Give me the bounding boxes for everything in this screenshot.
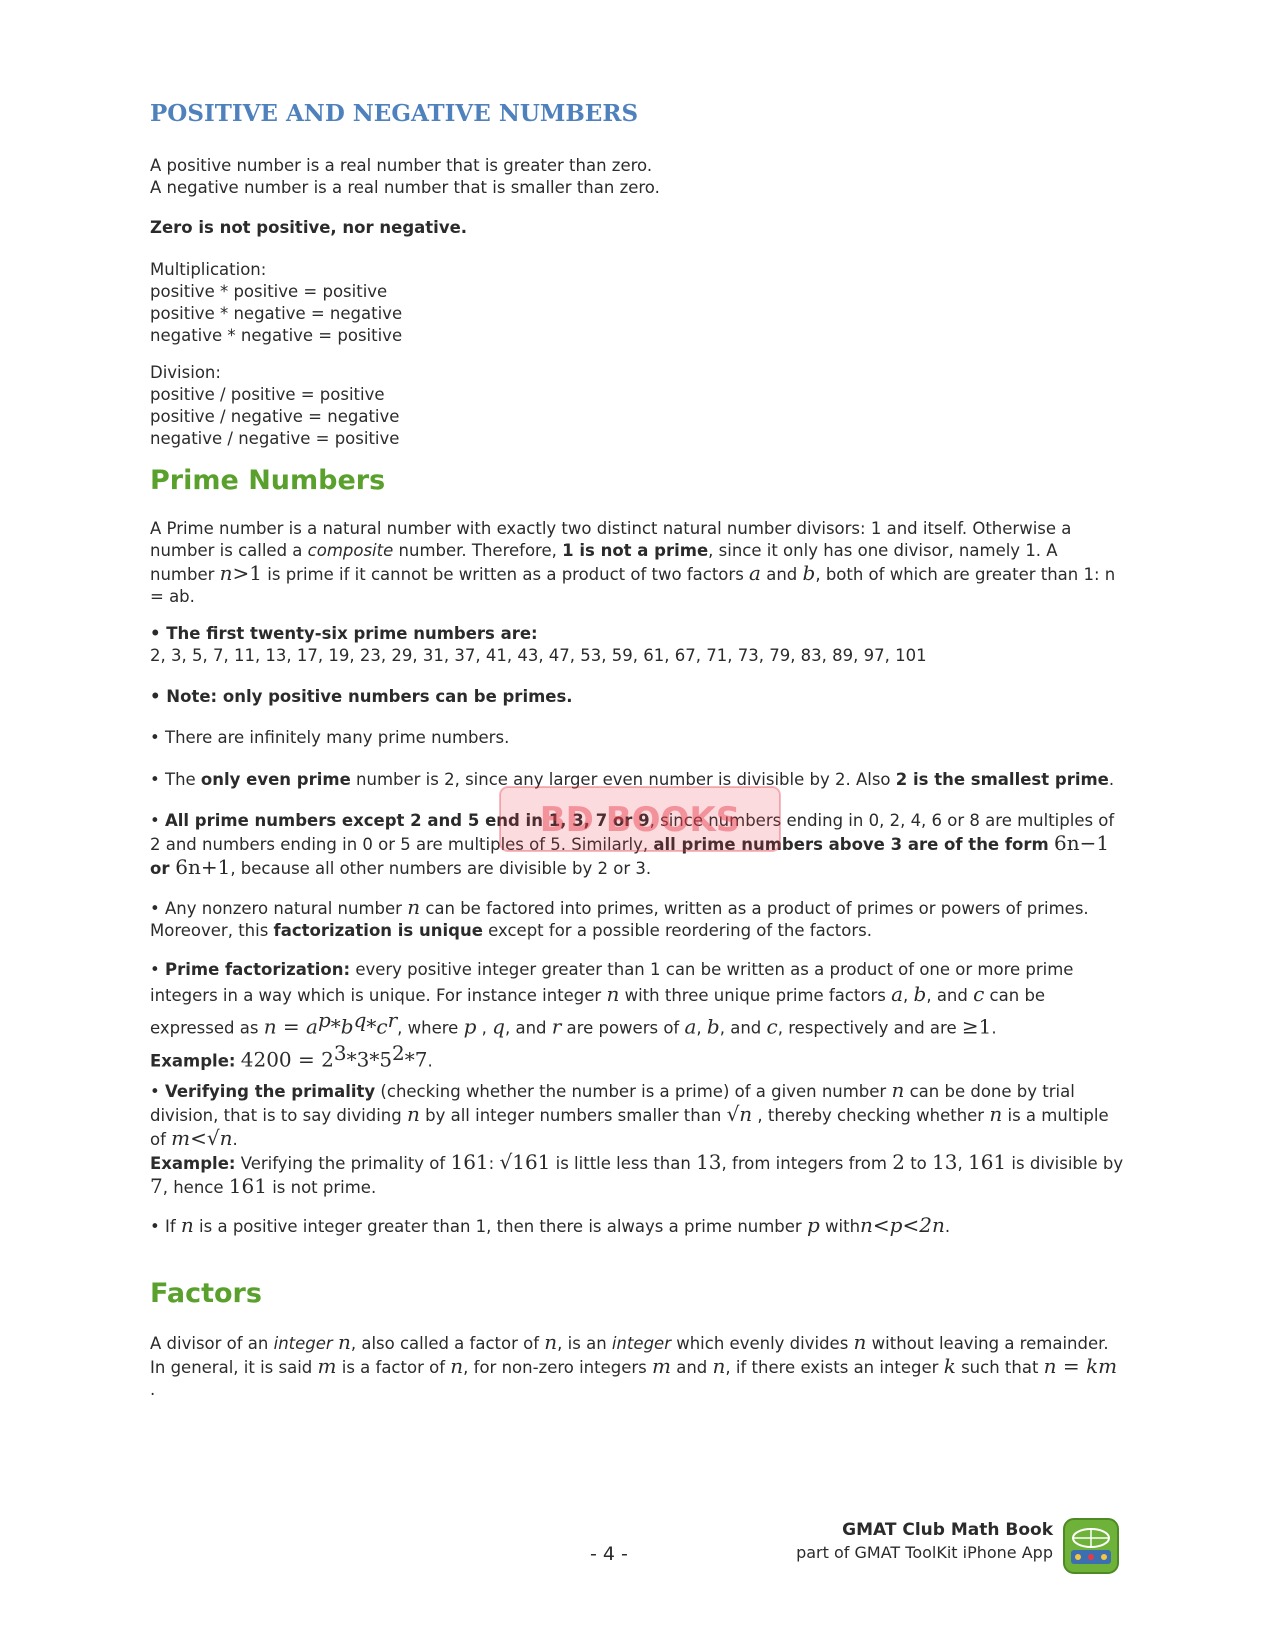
- math-var: a: [749, 561, 761, 585]
- text: .: [1108, 770, 1115, 789]
- text: and: [760, 565, 803, 584]
- rule-line: negative * negative = positive: [150, 326, 403, 345]
- math-var: p: [806, 1213, 820, 1237]
- primality-verification: [150, 1079, 1125, 1199]
- text: is a multiple of: [150, 1106, 1109, 1149]
- math-expr: >1: [232, 561, 263, 585]
- text: number. Therefore,: [393, 541, 563, 560]
- watermark-text: BD BOOKS: [539, 800, 741, 840]
- text: is a factor of: [336, 1358, 451, 1377]
- gmat-toolkit-app-icon: [1063, 1518, 1119, 1574]
- math-exponent: q: [353, 1008, 367, 1032]
- math-var: n: [406, 1102, 420, 1126]
- text: , respectively and are: [777, 1018, 962, 1038]
- math-var: n: [450, 1354, 464, 1378]
- factors-definition: [150, 1331, 1125, 1401]
- text: without leaving a remainder. In general, it is said: [150, 1334, 1109, 1377]
- text: is prime if it cannot be written as a product of two factors: [262, 565, 750, 584]
- text: is not prime.: [266, 1178, 377, 1197]
- text: can be expressed as: [150, 986, 1046, 1038]
- text: such that: [955, 1358, 1044, 1377]
- pos-neg-definitions: [150, 155, 1125, 199]
- text: .: [991, 1018, 997, 1038]
- text: which evenly divides: [670, 1334, 854, 1353]
- text: with three unique prime factors: [619, 986, 892, 1005]
- math-expr: n = a: [263, 1014, 318, 1039]
- text: , for non-zero integers: [463, 1358, 653, 1377]
- math-expr: 6n−1: [1053, 831, 1110, 855]
- division-heading: Division:: [150, 363, 221, 382]
- bertrand-postulate: [150, 1214, 1125, 1238]
- text: can be done by trial division, that is to say dividing: [150, 1082, 1075, 1125]
- negative-definition: A negative number is a real number that is smaller than zero.: [150, 178, 660, 197]
- first-26-list: 2, 3, 5, 7, 11, 13, 17, 19, 23, 29, 31, 37, 41, 43, 47, 53, 59, 61, 67, 71, 73, 79, 83, 89, 97, 101: [150, 646, 927, 665]
- text: , since it only has one divisor, namely 1. A number: [150, 541, 1058, 584]
- text-bold: 1 is not a prime: [562, 541, 709, 560]
- text-bold: 2 is the smallest prime: [895, 770, 1109, 789]
- math-number: 7: [150, 1174, 163, 1198]
- rule-line: positive * positive = positive: [150, 282, 388, 301]
- math-number: 2: [892, 1150, 905, 1174]
- text-bold: all prime numbers above 3 are of the form: [653, 835, 1049, 854]
- first-26-primes: [150, 623, 1125, 667]
- math-number: 161: [450, 1150, 489, 1174]
- math-expr: *3*5: [346, 1047, 393, 1071]
- math-expr: n = km: [1043, 1354, 1118, 1378]
- math-var: m: [652, 1354, 671, 1378]
- text-italic: integer: [273, 1334, 333, 1353]
- math-expr: *7: [404, 1047, 428, 1071]
- math-exponent: 3: [333, 1040, 347, 1065]
- note-positive-primes: • Note: only positive numbers can be primes.: [150, 686, 1125, 708]
- text: ,: [957, 1154, 968, 1173]
- prime-definition-paragraph: [150, 518, 1125, 608]
- math-var: n: [989, 1102, 1003, 1126]
- prime-factorization: [150, 958, 1125, 1073]
- text: , from integers from: [721, 1154, 893, 1173]
- rule-line: positive * negative = negative: [150, 304, 403, 323]
- math-var: n: [891, 1078, 905, 1102]
- text: by all integer numbers smaller than: [419, 1106, 727, 1125]
- text: ,: [903, 986, 914, 1005]
- math-expr: ≥1: [961, 1014, 992, 1039]
- text-italic: integer: [611, 1334, 671, 1353]
- math-var: n: [853, 1330, 867, 1354]
- example-label: Example:: [150, 1154, 236, 1173]
- math-var: r: [551, 1014, 562, 1039]
- section-title-factors: Factors: [150, 1278, 262, 1309]
- text: are powers of: [561, 1018, 685, 1038]
- text-italic: composite: [307, 541, 394, 560]
- math-number: 161: [967, 1150, 1007, 1174]
- math-var: k: [943, 1354, 956, 1378]
- text: If: [164, 1217, 181, 1236]
- math-var: b: [913, 982, 927, 1006]
- text: is a positive integer greater than 1, then there is always a prime number: [193, 1217, 807, 1236]
- math-var: m: [317, 1354, 337, 1378]
- text: is divisible by: [1006, 1154, 1124, 1173]
- text: (checking whether the number is a prime) of a given number: [375, 1082, 892, 1101]
- text: , thereby checking whether: [752, 1106, 990, 1125]
- text: The: [164, 770, 201, 789]
- text: :: [488, 1154, 500, 1173]
- first-26-heading: • The first twenty-six prime numbers are:: [150, 623, 1125, 645]
- math-var: q: [492, 1014, 505, 1039]
- math-var: a: [891, 982, 904, 1006]
- text: , and: [719, 1018, 767, 1038]
- footer-book-title: GMAT Club Math Book: [842, 1520, 1053, 1540]
- text: , hence: [162, 1178, 229, 1197]
- text: .: [232, 1130, 238, 1149]
- text: ,: [696, 1018, 707, 1038]
- math-var: c: [973, 982, 985, 1006]
- unique-factorization: [150, 896, 1125, 942]
- text: , because all other numbers are divisible by 2 or 3.: [230, 859, 652, 878]
- text: ,: [476, 1018, 493, 1038]
- text-bold: Prime factorization:: [164, 960, 351, 979]
- example-label: Example:: [150, 1051, 236, 1070]
- text: can be factored into primes, written as a product of primes or powers of primes. Moreover, this: [150, 899, 1089, 940]
- math-var: n: [180, 1213, 194, 1237]
- text: A Prime number is a natural number with exactly two distinct natural number divisors: 1 and itself. Otherwise a number is called a: [150, 519, 1072, 560]
- math-number: 13: [932, 1150, 958, 1174]
- infinitely-many-primes: • There are infinitely many prime numbers.: [150, 727, 1125, 749]
- rule-line: negative / negative = positive: [150, 429, 400, 448]
- math-expr: m<√n: [171, 1126, 233, 1150]
- math-number: 13: [696, 1150, 722, 1174]
- math-var: n: [544, 1330, 558, 1354]
- text: , both of which are greater than 1: n = ab.: [150, 565, 1116, 606]
- text: .: [427, 1051, 433, 1070]
- math-expr: 4200 = 2: [240, 1047, 334, 1071]
- multiplication-rules: [150, 259, 1125, 347]
- math-var: a: [684, 1014, 697, 1039]
- math-exponent: r: [387, 1008, 398, 1032]
- text: , where: [397, 1018, 464, 1038]
- math-var: n: [219, 561, 233, 585]
- section-title-positive-negative: POSITIVE AND NEGATIVE NUMBERS: [150, 100, 639, 127]
- text-bold: Verifying the primality: [164, 1082, 376, 1101]
- math-var: p: [463, 1014, 477, 1039]
- rule-line: positive / positive = positive: [150, 385, 385, 404]
- multiplication-heading: Multiplication:: [150, 260, 267, 279]
- math-expr: n<p<2n: [860, 1213, 945, 1237]
- text: with: [819, 1217, 861, 1236]
- text-bold: All prime numbers except 2 and 5 end in 1, 3, 7 or 9: [164, 811, 650, 830]
- text: A divisor of an: [150, 1334, 274, 1353]
- math-exponent: p: [317, 1008, 331, 1032]
- positive-definition: A positive number is a real number that is greater than zero.: [150, 156, 653, 175]
- math-var: n: [337, 1330, 351, 1354]
- math-var: n: [407, 895, 421, 919]
- text-bold: factorization is unique: [273, 921, 483, 940]
- math-expr: √n: [726, 1102, 753, 1126]
- text: except for a possible reordering of the factors.: [482, 921, 872, 940]
- text-bold: only even prime: [200, 770, 351, 789]
- text: is little less than: [550, 1154, 697, 1173]
- text: Verifying the primality of: [235, 1154, 451, 1173]
- text: , and: [926, 986, 974, 1005]
- math-expr: √161: [499, 1150, 551, 1174]
- text: , is an: [557, 1334, 612, 1353]
- text: to: [904, 1154, 933, 1173]
- math-var: b: [706, 1014, 720, 1039]
- footer-app-subtitle: part of GMAT ToolKit iPhone App: [796, 1543, 1053, 1562]
- math-expr: *c: [366, 1014, 388, 1039]
- text: , since numbers ending in 0, 2, 4, 6 or 8 are multiples of 2 and numbers ending in 0 or 5 are multiples of 5. Similarly,: [150, 811, 1115, 854]
- text: every positive integer greater than 1 can be written as a product of one or more prime integers in a way which is unique. For instance integer: [150, 960, 1074, 1005]
- text: Any nonzero natural number: [164, 899, 408, 918]
- math-var: n: [606, 982, 620, 1006]
- math-expr: 6n+1: [175, 855, 231, 879]
- text: , also called a factor of: [350, 1334, 545, 1353]
- text-bold: or: [150, 859, 176, 878]
- text: and: [670, 1358, 713, 1377]
- bd-books-watermark: [498, 785, 783, 855]
- division-rules: [150, 362, 1125, 450]
- math-number: 161: [228, 1174, 267, 1198]
- text: .: [944, 1217, 951, 1236]
- section-title-prime-numbers: Prime Numbers: [150, 465, 386, 496]
- text: , and: [504, 1018, 552, 1038]
- text: .: [150, 1380, 156, 1399]
- math-var: b: [802, 561, 816, 585]
- zero-statement: Zero is not positive, nor negative.: [150, 218, 468, 237]
- math-var: c: [766, 1014, 778, 1039]
- text: number is 2, since any larger even number is divisible by 2. Also: [350, 770, 896, 789]
- page-number: - 4 -: [590, 1543, 628, 1565]
- rule-line: positive / negative = negative: [150, 407, 400, 426]
- math-exponent: 2: [392, 1040, 405, 1065]
- math-var: n: [712, 1354, 726, 1378]
- math-expr: *b: [330, 1014, 354, 1039]
- text: , if there exists an integer: [725, 1358, 944, 1377]
